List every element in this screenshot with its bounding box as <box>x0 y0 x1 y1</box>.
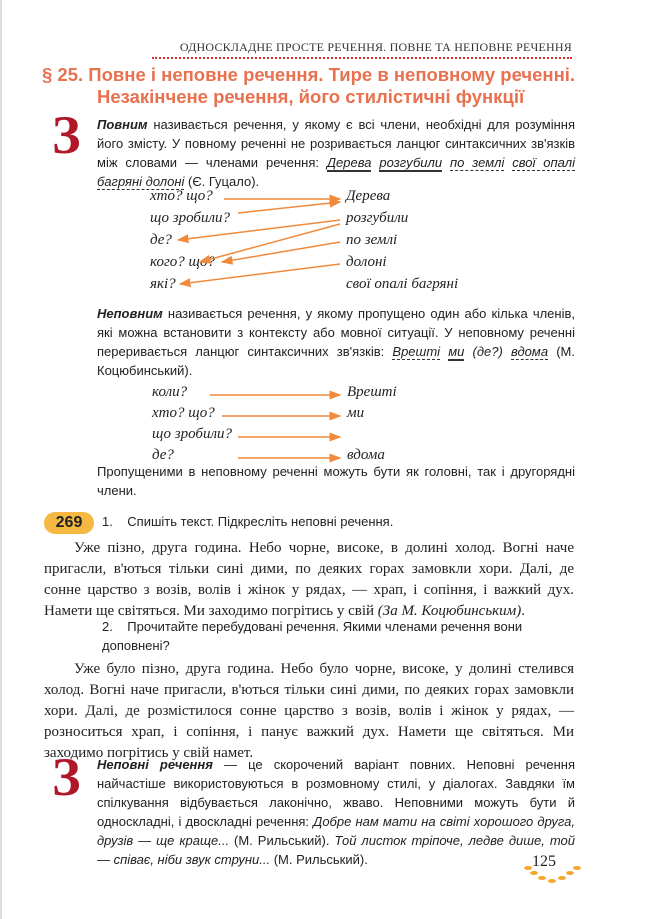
task-num: 2. <box>102 619 113 634</box>
text: називається речення, у якому пропущено один або кілька членів, які можна встановити з контексту або мовної ситуації. У неповному реченні переривається ланцюг синтаксичних зв'язків: <box>97 306 575 359</box>
answer: ми <box>347 405 365 421</box>
term: Повним <box>97 117 148 132</box>
running-header: ОДНОСКЛАДНЕ ПРОСТЕ РЕЧЕННЯ. ПОВНЕ ТА НЕПОВНЕ РЕЧЕННЯ <box>179 40 572 54</box>
text: — це скорочений варіант повних. Неповні речення найчастіше використовуються в розмовному стилі, у діалогах. Завдяки їм спілкування відбувається лаконічно, жваво. Неповними можуть бути й односкладні, і двоскладні речення: <box>97 757 575 829</box>
section-number: § 25. <box>42 64 84 85</box>
arrow <box>238 202 340 213</box>
answer: долоні <box>346 254 387 270</box>
ex: по землі <box>449 155 505 170</box>
page-number: 125 <box>532 853 556 870</box>
ex: свої опалі багряні долоні <box>97 155 575 189</box>
term: Неповним <box>97 306 163 321</box>
question: коли? <box>152 384 188 400</box>
task-2 <box>102 617 574 655</box>
task-1 <box>102 514 393 529</box>
ex: вдома <box>511 344 549 359</box>
ex: Дерева <box>326 155 372 170</box>
ex: розгубили <box>379 155 443 170</box>
question: що зробили? <box>150 210 230 226</box>
author: (Є. Гуцало). <box>184 174 260 189</box>
rule-incomplete-sentence <box>97 304 575 380</box>
title-line-1: Повне і неповне речення. Тире в неповному реченні. <box>88 64 576 85</box>
question: хто? що? <box>150 188 213 204</box>
exercise-text-1: Уже пізно, друга година. Небо чорне, високе, в долині холод. Вогні наче пригасли, в'ються тільки сині дими, по деяких горах замовкли хори. Далі, де сонне царство з возів, волів і жінок у рядах, — храп, і сопіння, і важкий дух. Намети ще світяться. Ми заходимо погрітись у свій (За М. Коцюбинським). <box>44 540 574 619</box>
ex: ми <box>448 344 465 359</box>
task-text: Спишіть текст. Підкресліть неповні речення. <box>127 514 394 529</box>
title-line-2: Незакінчене речення, його стилістичні функції <box>97 86 525 107</box>
note: Пропущеними в неповному реченні можуть бути як головні, так і другорядні члени. <box>97 464 575 498</box>
text: називається речення, у якому є всі члени, необхідні для розуміння його змісту. У повному реченні не розривається ланцюг синтаксичних зв'язків між словами — членами речення: <box>97 117 575 170</box>
text: Уже пізно, друга година. Небо чорне, високе, в долині холод. Вогні наче пригасли, в'ються тільки сині дими, по деяких горах замовкли хори. Далі, де сонне царство з возів, волів і жінок у рядах, — храп, і сопіння, і важкий дух. Намети ще світяться. Ми заходимо погрітись у свій <box>44 540 574 619</box>
author: (М. Рильський). <box>229 833 335 848</box>
author: (М. Коцюбинський). <box>97 344 575 378</box>
ex: Врешті <box>392 344 441 359</box>
rule-incomplete-usage <box>97 755 575 869</box>
answer: свої опалі багряні <box>346 276 459 292</box>
exercise-text-2: Уже було пізно, друга година. Небо було чорне, високе, у долині стелився холод. Вогні наче пригасли, в'ються тільки сині дими, по деяких горах замовкли хори. Далі, де розмістилося сонне царство з возів, волів і жінок у рядах, — розноситься храп, і сопіння, і панує важкий дух. Намети ще світяться. Ми заходимо погрітись у свій намет. <box>44 661 574 761</box>
answer: вдома <box>347 447 385 463</box>
arrow <box>200 224 340 262</box>
term: Неповні речення <box>97 757 213 772</box>
author: (М. Рильський). <box>270 852 368 867</box>
question: хто? що? <box>152 405 215 421</box>
question: де? <box>150 232 172 248</box>
answer: розгубили <box>346 210 409 226</box>
answer: по землі <box>346 232 398 248</box>
rule-icon: З <box>52 105 81 165</box>
question: що зробили? <box>152 426 232 442</box>
source: (За М. Коцюбинським) <box>377 603 522 619</box>
rule-icon: З <box>52 747 81 807</box>
ex: Добре нам мати на світі хорошого друга, друзів — ще краще... <box>97 814 576 848</box>
exercise-number: 269 <box>44 512 94 534</box>
ex: Той листок тріпоче, ледве дише, той — співає, ніби звук струни... <box>97 833 575 867</box>
arrow <box>180 264 340 284</box>
question: кого? що? <box>150 254 216 270</box>
task-text: Прочитайте перебудовані речення. Якими членами речення вони доповнені? <box>102 619 523 653</box>
task-num: 1. <box>102 514 113 529</box>
question: де? <box>152 447 174 463</box>
ex: (де?) <box>464 344 511 359</box>
answer: Врешті <box>347 384 397 400</box>
answer: Дерева <box>346 188 391 204</box>
question: які? <box>150 276 176 292</box>
